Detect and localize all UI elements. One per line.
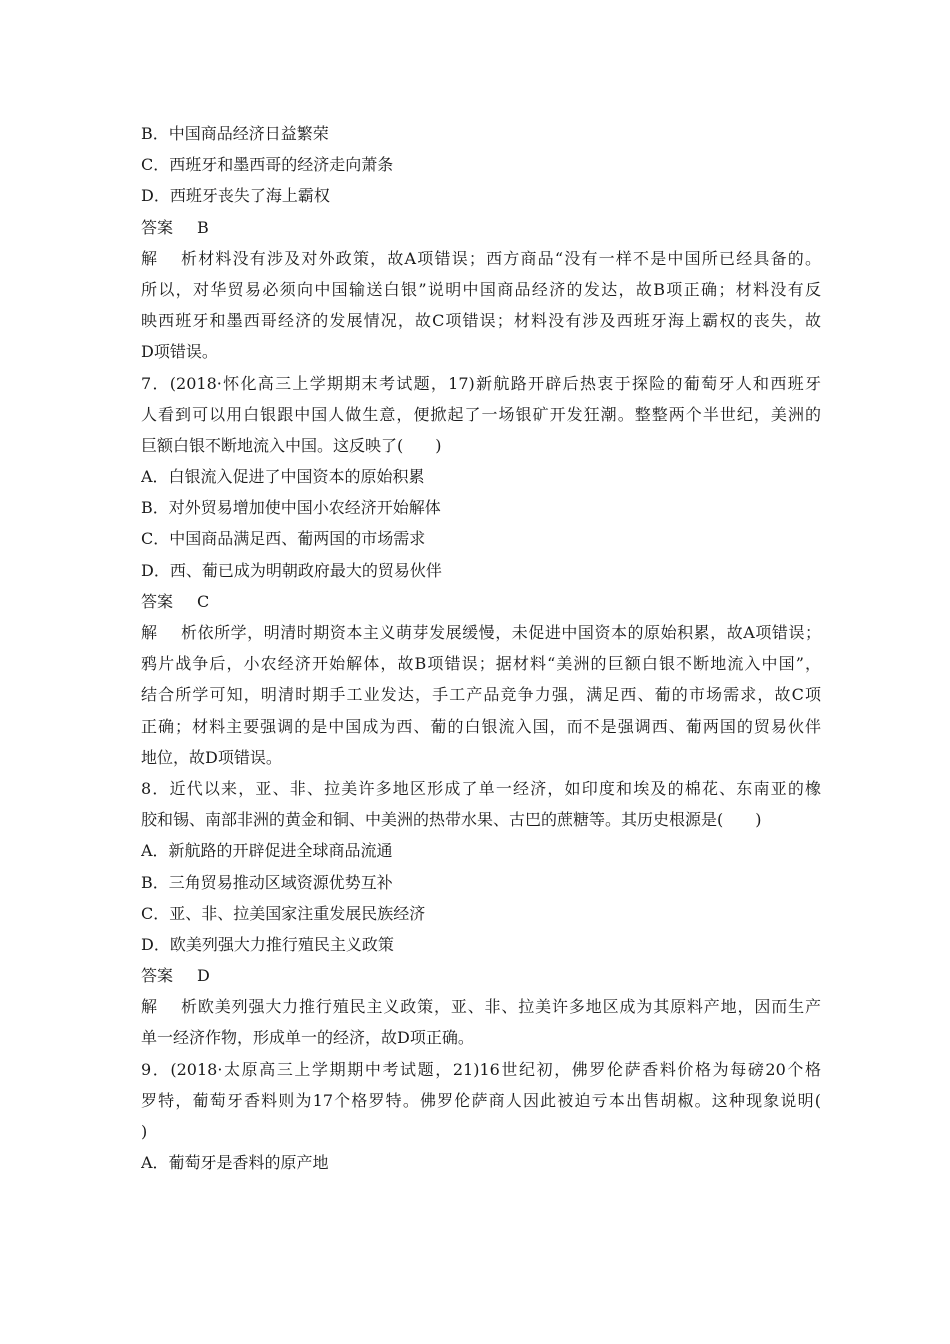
q7-stem-line-1: 7．(2018·怀化高三上学期期末考试题，17)新航路开辟后热衷于探险的葡萄牙人和西班牙 (141, 373, 821, 393)
answer-value: D (197, 966, 210, 986)
q6-analysis-line-3: 映西班牙和墨西哥经济的发展情况，故C项错误；材料没有涉及西班牙海上霸权的丧失，故 (141, 311, 821, 331)
q7-answer (141, 586, 821, 617)
q8-option-b: B．三角贸易推动区域资源优势互补 (141, 872, 393, 892)
q8-option-c: C．亚、非、拉美国家注重发展民族经济 (141, 903, 426, 923)
q6-analysis-line-4: D项错误。 (141, 342, 218, 362)
q7-analysis-line-5: 地位，故D项错误。 (141, 747, 282, 767)
q7-analysis-line-3: 结合所学可知，明清时期手工业发达，手工产品竞争力强，满足西、葡的市场需求，故C项 (141, 685, 821, 705)
q8-stem-line-1: 8．近代以来，亚、非、拉美许多地区形成了单一经济，如印度和埃及的棉花、东南亚的橡 (141, 778, 821, 798)
q9-stem-line-2: 罗特，葡萄牙香料则为17个格罗特。佛罗伦萨商人因此被迫亏本出售胡椒。这种现象说明( (141, 1090, 821, 1110)
q8-answer (141, 960, 821, 991)
q7-option-c: C．中国商品满足西、葡两国的市场需求 (141, 529, 426, 549)
answer-label: 答案 (141, 591, 174, 611)
document-page (141, 118, 821, 1178)
q7-analysis-line-2: 鸦片战争后，小农经济开始解体，故B项错误；据材料“美洲的巨额白银不断地流入中国”， (141, 654, 821, 674)
q9-stem-line-1: 9．(2018·太原高三上学期期中考试题，21)16世纪初，佛罗伦萨香料价格为每磅20个格 (141, 1059, 821, 1079)
q8-option-d: D．欧美列强大力推行殖民主义政策 (141, 934, 394, 954)
q6-option-b: B．中国商品经济日益繁荣 (141, 124, 329, 143)
analysis-text: 依所学，明清时期资本主义萌芽发展缓慢，未促进中国资本的原始积累，故A项错误； (197, 623, 821, 642)
analysis-text: 欧美列强大力推行殖民主义政策，亚、非、拉美许多地区成为其原料产地，因而生产 (197, 997, 821, 1017)
q7-option-b: B．对外贸易增加使中国小农经济开始解体 (141, 498, 441, 518)
q7-option-d: D．西、葡已成为明朝政府最大的贸易伙伴 (141, 560, 442, 580)
q8-option-a: A．新航路的开辟促进全球商品流通 (141, 841, 393, 861)
q6-analysis-line-2: 所以，对华贸易必须向中国输送白银”说明中国商品经济的发达，故B项正确；材料没有反 (141, 279, 821, 299)
analysis-label: 解析 (141, 997, 197, 1017)
q8-analysis-line-2: 单一经济作物，形成单一的经济，故D项正确。 (141, 1028, 474, 1048)
q9-stem-line-3: ) (141, 1122, 148, 1141)
answer-label: 答案 (141, 966, 174, 986)
q9-option-a: A．葡萄牙是香料的原产地 (141, 1153, 329, 1173)
q7-option-a: A．白银流入促进了中国资本的原始积累 (141, 467, 425, 487)
analysis-text: 材料没有涉及对外政策，故A项错误；西方商品“没有一样不是中国所已经具备的。 (197, 248, 821, 268)
answer-value: C (197, 591, 210, 611)
q7-stem-line-3: 巨额白银不断地流入中国。这反映了( ) (141, 435, 442, 455)
q7-analysis-line-4: 正确；材料主要强调的是中国成为西、葡的白银流入国，而不是强调西、葡两国的贸易伙伴 (141, 716, 821, 736)
q8-stem-line-2: 胶和锡、南部非洲的黄金和铜、中美洲的热带水果、古巴的蔗糖等。其历史根源是( ) (141, 810, 762, 830)
answer-label: 答案 (141, 217, 174, 237)
q6-option-c: C．西班牙和墨西哥的经济走向萧条 (141, 155, 394, 175)
analysis-label: 解析 (141, 623, 197, 642)
q6-answer (141, 212, 821, 243)
q7-analysis-line-1 (141, 617, 821, 648)
answer-value: B (197, 217, 209, 237)
q8-analysis-line-1 (141, 991, 821, 1022)
analysis-label: 解析 (141, 248, 197, 268)
q6-analysis-line-1 (141, 243, 821, 274)
q6-option-d: D．西班牙丧失了海上霸权 (141, 186, 330, 206)
q7-stem-line-2: 人看到可以用白银跟中国人做生意，便掀起了一场银矿开发狂潮。整整两个半世纪，美洲的 (141, 404, 821, 424)
